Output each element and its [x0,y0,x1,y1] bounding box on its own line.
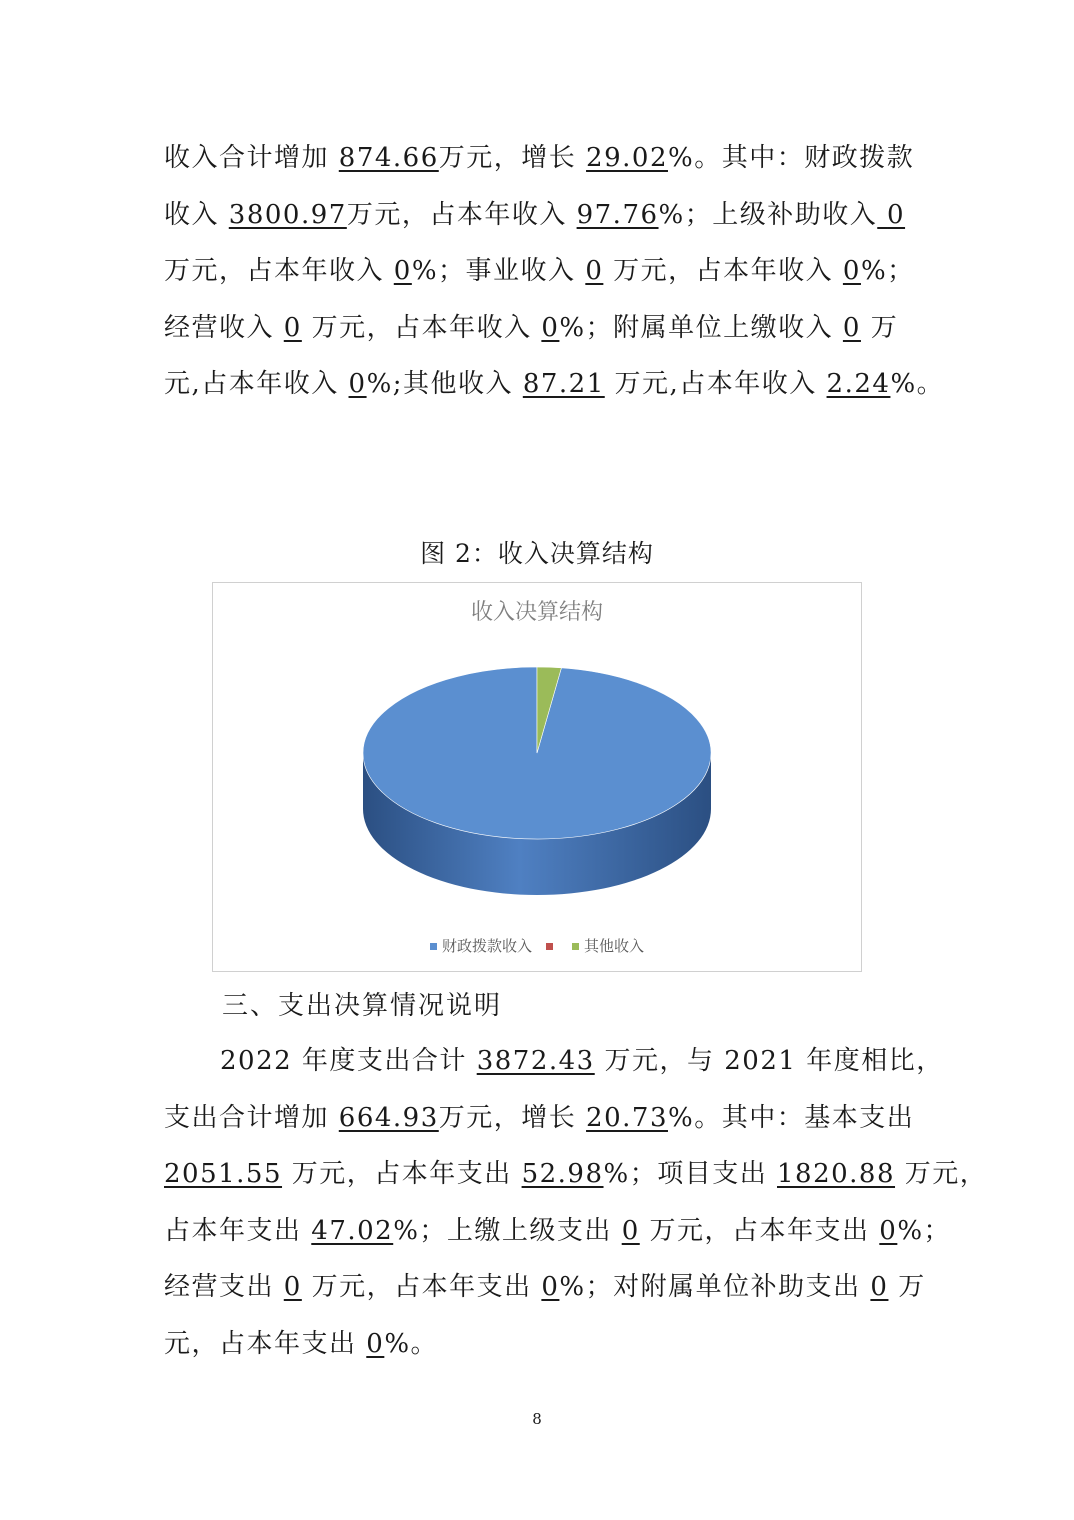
text: 万元，增长 [438,143,577,173]
value: 874.66 [338,143,439,173]
value: 0 [585,256,604,287]
text: %； [860,256,915,287]
chart-title: 收入决算结构 [470,600,603,625]
value: 0 [393,256,412,287]
value: 1820.88 [777,1159,896,1190]
text: %。 [890,369,945,400]
text: %； [897,1215,952,1246]
text: 万元，占本年支出 [291,1159,512,1190]
value: 20.73 [586,1102,668,1133]
value: 52.98 [521,1159,604,1190]
text: 2022 年度支出合计 [220,1046,467,1076]
income-line-3 [164,243,924,300]
text: 经营收入 [164,312,275,343]
figure-caption: 图 2：收入决算结构 [420,539,654,568]
text: %。其中：基本支出 [667,1102,915,1133]
expenditure-line-3 [164,1146,988,1203]
income-line-1 [164,130,924,187]
expenditure-line-2 [164,1090,924,1147]
text: %;其他收入 [366,369,514,400]
value: 0 [842,312,861,343]
value: 0 [348,369,367,400]
legend-item-fiscal [430,935,532,956]
expenditure-line-4 [164,1203,952,1260]
value: 0 [283,312,302,343]
text: %；上缴上级支出 [393,1215,612,1246]
legend-item-other [572,935,644,956]
text: 支出合计增加 [164,1102,330,1133]
value: 2051.55 [164,1159,283,1190]
expenditure-paragraph [164,1033,988,1373]
income-line-4 [164,300,924,357]
text: 元,占本年收入 [164,369,339,400]
text: %；上级补助收入 [658,199,878,230]
text: %。 [384,1328,439,1359]
text: 万元,占本年收入 [614,369,817,400]
income-paragraph [164,130,945,413]
section-heading: 三、支出决算情况说明 [222,991,503,1021]
legend-label: 财政拨款收入 [441,937,532,955]
pie-top [363,667,711,839]
value: 0 [366,1328,385,1359]
text: 占本年支出 [164,1215,302,1246]
value: 97.76 [576,199,659,230]
value: 0 [842,256,861,287]
value: 3800.97 [228,199,347,230]
value: 87.21 [522,369,605,400]
text: %；附属单位上缴收入 [559,312,834,343]
text: 经营支出 [164,1272,275,1303]
value: 47.02 [311,1215,394,1246]
text: %；项目支出 [603,1159,768,1190]
expenditure-line-1 [164,1033,944,1090]
value: 2.24 [826,369,891,400]
value: 0 [541,312,560,343]
legend-item-unlabeled [546,937,558,955]
value: 0 [541,1272,560,1303]
text: 万元，占本年支出 [649,1215,870,1246]
income-line-5 [164,356,945,413]
text: 万 [870,312,899,343]
value: 3872.43 [476,1046,595,1076]
value: 0 [879,1215,898,1246]
text: 万元，占本年收入 [613,256,834,287]
text: %；对附属单位补助支出 [559,1272,861,1303]
text: 万元，增长 [438,1102,577,1133]
pie-chart [213,583,861,971]
text: %；事业收入 [411,256,576,287]
text: 万元，占本年收入 [164,256,385,287]
text: 万元，占本年收入 [311,312,532,343]
value: 0 [887,199,906,230]
legend-swatch [430,943,437,950]
text: 万元，占本年收入 [346,199,567,230]
expenditure-line-6 [164,1316,924,1373]
text: 收入 [164,199,220,230]
value: 29.02 [586,143,668,173]
legend-label: 其他收入 [584,937,645,955]
chart-legend [213,935,861,956]
legend-swatch [546,943,553,950]
value: 0 [283,1272,302,1303]
value: 0 [621,1215,640,1246]
page-number: 8 [532,1410,542,1428]
text: 万 [898,1272,926,1303]
income-line-2 [164,187,924,244]
text: 收入合计增加 [164,143,330,173]
text: 万元， [904,1159,988,1190]
text: %。其中：财政拨款 [667,143,915,173]
text: 万元，与 2021 年度相比， [604,1046,944,1076]
expenditure-line-5 [164,1259,924,1316]
text: 万元，占本年支出 [311,1272,532,1303]
text: 元，占本年支出 [164,1328,357,1359]
legend-swatch [572,943,579,950]
value: 0 [870,1272,889,1303]
income-structure-chart [212,582,862,972]
value: 664.93 [338,1102,439,1133]
